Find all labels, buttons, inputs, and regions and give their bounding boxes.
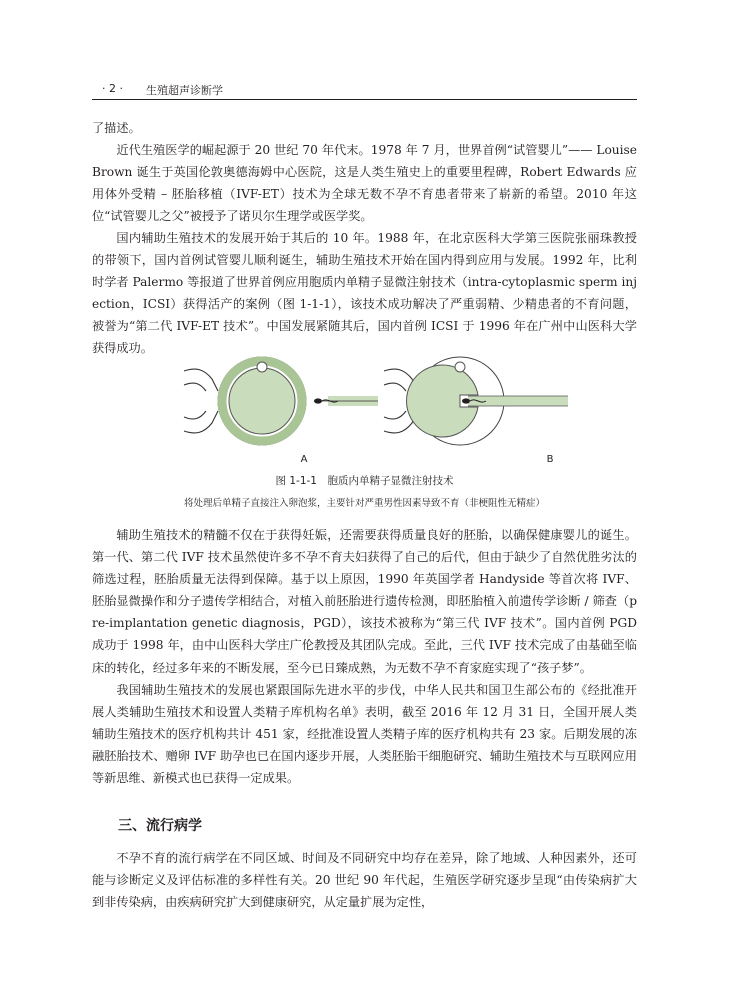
book-title: 生殖超声诊断学 (146, 84, 223, 97)
running-header (92, 81, 637, 98)
sperm-head-b (462, 398, 470, 403)
figure-caption: 图 1-1-1 胞质内单精子显微注射技术 (275, 475, 454, 487)
paragraph-continuation: 了描述。 (92, 121, 141, 135)
paragraph-epidemiology: 不孕不育的流行病学在不同区域、时间及不同研究中均存在差异，除了地域、人种因素外，还可能与诊断定义及评估标准的多样性有关。20 世纪 90 年代起，生殖医学研究逐步呈现“由传染病扩大到非传染病，由疾病研究扩大到健康研究，从定量扩展为定性， (92, 851, 637, 910)
paragraph-ivf-history: 近代生殖医学的崛起源于 20 世纪 70 年代末。1978 年 7 月，世界首例“试管婴儿”—— Louise Brown 诞生于英国伦敦奥德海姆中心医院，这是人类生殖史上的重要里程碑，Robert Edwards 应用体外受精 – 胚胎移植（IVF-ET）技术为全球无数不孕不育患者带来了崭新的希望。2010 年这位“试管婴儿之父”被授予了诺贝尔生理学或医学奖。 (92, 143, 637, 224)
header-rule (92, 99, 637, 100)
figure-note: 将处理后单精子直接注入卵泡浆，主要针对严重男性因素导致不育（非梗阻性无精症） (183, 498, 545, 509)
panel-a (184, 357, 378, 445)
sperm-head-a (314, 398, 322, 403)
polar-body-a (257, 362, 267, 372)
panel-b (384, 357, 568, 445)
figure-label-a: A (300, 454, 308, 465)
holding-pipette-bottom (184, 411, 218, 433)
polar-body-b (455, 362, 465, 372)
icsi-figure (178, 351, 568, 466)
injection-needle-b (468, 396, 568, 406)
paragraph-national-status: 我国辅助生殖技术的发展也紧跟国际先进水平的步伐，中华人民共和国卫生部公布的《经批准开展人类辅助生殖技术和设置人类精子库机构名单》表明，截至 2016 年 12 月 31 日，全国开展人类辅助生殖技术的医疗机构共计 451 家，经批准设置人类精子库的医疗机构共有 23 家。后期发展的冻融胚胎技术、赠卵 IVF 助孕也已在国内逐步开展，人类胚胎干细胞研究、辅助生殖技术与互联网应用等新思维、新模式也已获得一定成果。 (92, 683, 637, 786)
paragraph-third-generation: 辅助生殖技术的精髓不仅在于获得妊娠，还需要获得质量良好的胚胎，以确保健康婴儿的诞生。第一代、第二代 IVF 技术虽然使许多不孕不育夫妇获得了自己的后代，但由于缺少了自然优胜劣汰的筛选过程，胚胎质量无法得到保障。基于以上原因，1990 年英国学者 Handyside 等首次将 IVF、胚胎显微操作和分子遗传学相结合，对植入前胚胎进行遗传检测，即胚胎植入前遗传学诊断 / 筛查（pre-implantation genetic diagnosis，PGD），该技术被称为“第三代 IVF 技术”。国内首例 PGD 成功于 1998 年，由中山医科大学庄广伦教授及其团队完成。至此，三代 IVF 技术完成了由基础至临床的转化，经过多年来的不断发展，至今已日臻成熟，为无数不孕不育家庭实现了“孩子梦”。 (92, 528, 637, 675)
oocyte-a (229, 368, 295, 434)
holding-pipette-inner-top (184, 383, 206, 391)
holding-pipette-top (184, 369, 218, 391)
holding-pipette-inner-bottom (184, 411, 206, 419)
paragraph-domestic-development: 国内辅助生殖技术的发展开始于其后的 10 年。1988 年，在北京医科大学第三医院张丽珠教授的带领下，国内首例试管婴儿顺利诞生，辅助生殖技术开始在国内得到应用与发展。1992 年，比利时学者 Palermo 等报道了世界首例应用胞质内单精子显微注射技术（intra-cytoplasmic sperm injection，ICSI）获得活产的案例（图 1-1-1），该技术成功解决了严重弱精、少精患者的不育问题，被誉为“第二代 IVF-ET 技术”。中国发展紧随其后，国内首例 ICSI 于 1996 年在广州中山医科大学获得成功。 (92, 231, 637, 356)
page-number: · 2 · (102, 82, 123, 95)
section-heading: 三、流行病学 (118, 818, 202, 834)
figure-label-b: B (546, 454, 554, 465)
